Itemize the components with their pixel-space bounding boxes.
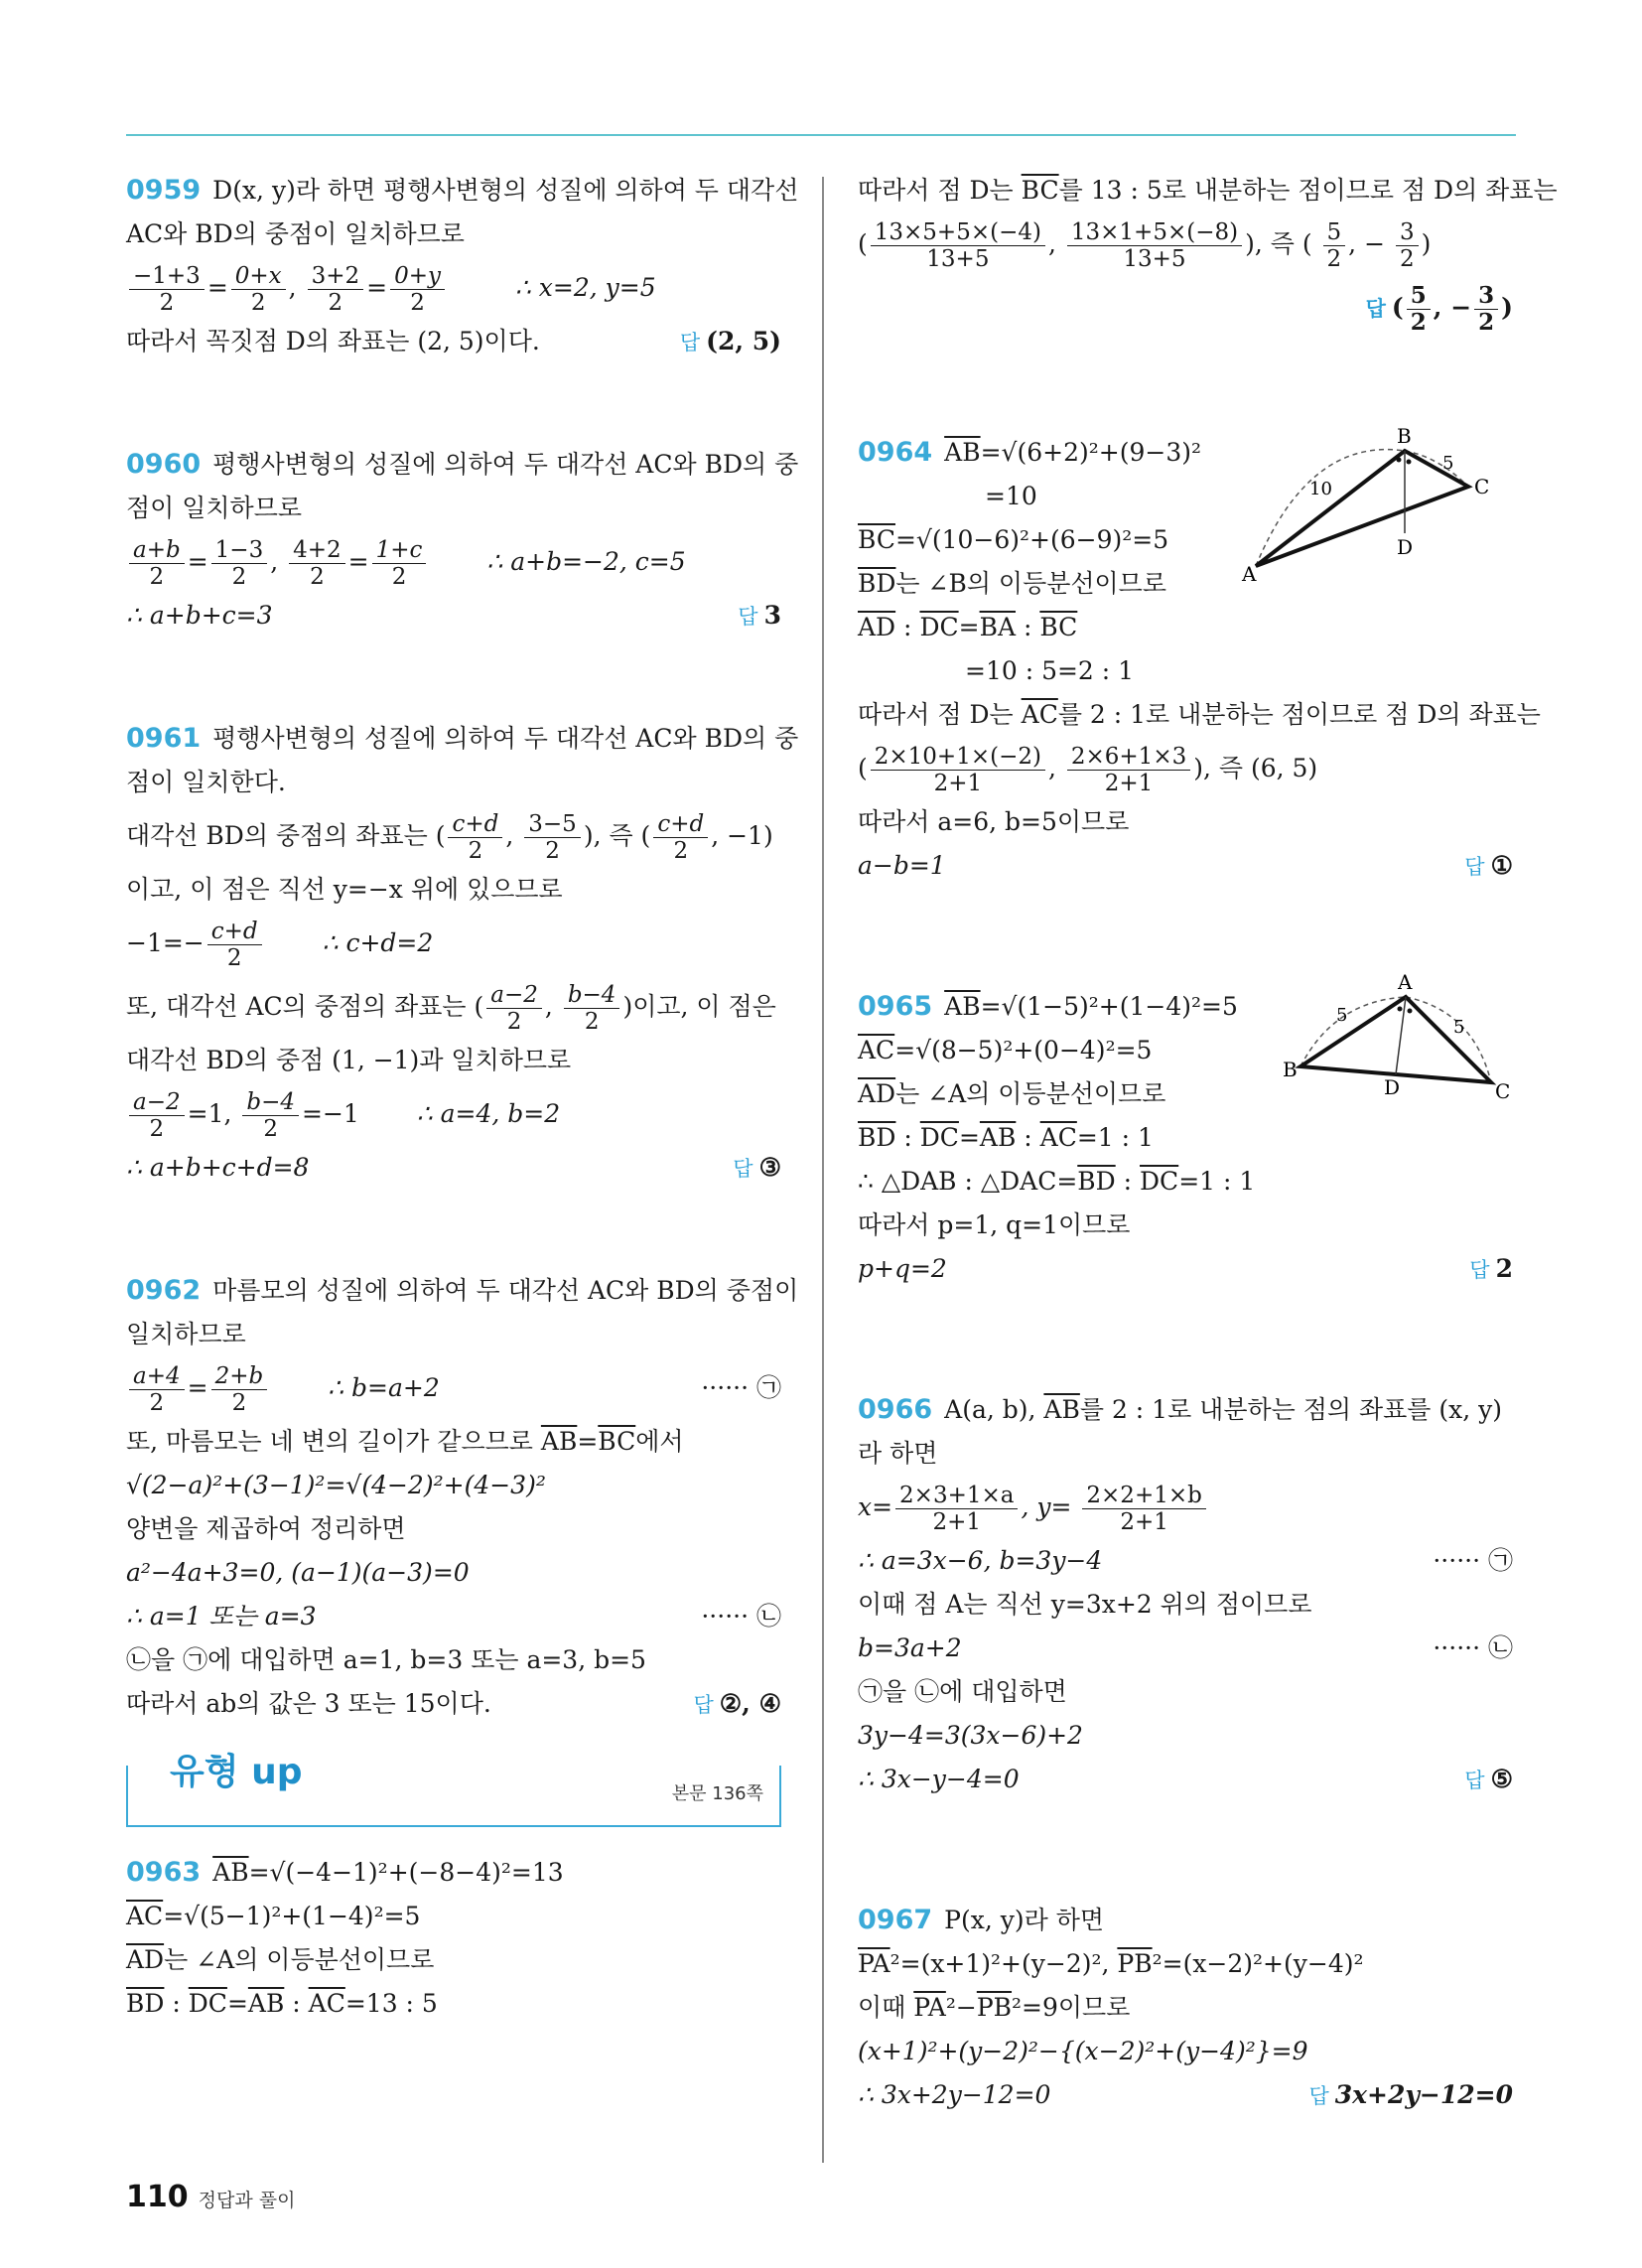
answer: 답 3	[738, 601, 781, 630]
text: 점이 일치하므로	[126, 494, 302, 522]
equation: b=3a+2	[858, 1633, 962, 1662]
equation: $\overline{BD}$ : $\overline{DC}=\overline{AB}$ : $\overline{AC}=13$ : 5	[126, 1989, 438, 2018]
equation: $\overline{PA}^2=(x+1)^2+(y-2)^2$, $\overline{PB}^2=(x-2)^2+(y-4)^2$	[858, 1949, 1364, 1978]
equation: 대각선 BD의 중점의 좌표는 ( $\frac{c+d}{2}$ , $\frac{3-5}{2}$ ), 즉 ( $\frac{c+d}{2}$ , −1)	[126, 811, 773, 864]
text: 양변을 제곱하여 정리하면	[126, 1514, 406, 1543]
answer: 답 (2, 5)	[679, 327, 781, 355]
equation: $\overline{BD}$ : $\overline{DC}=\overline{AB}$ : $\overline{AC}=1$ : 1	[858, 1123, 1154, 1152]
text: 따라서 점 D는 $\overline{AC}$를 2 : 1로 내분하는 점이므로 점 D의 좌표는	[858, 700, 1541, 729]
answer: 답 3x+2y−12=0	[1308, 2080, 1513, 2109]
text: 일치하므로	[126, 1320, 246, 1348]
text: 대각선 BD의 중점 (1, −1)과 일치하므로	[126, 1046, 572, 1074]
text: AC와 BD의 중점이 일치하므로	[126, 219, 465, 248]
problem-number: 0960	[126, 449, 202, 480]
equation: ∴ 3x−y−4=0	[858, 1765, 1020, 1793]
equation: $\frac{a+b}{2}$ = $\frac{1-3}{2}$ , $\frac{4+2}{2}$ = $\frac{1+c}{2}$ ∴ a+b=−2, c=5	[126, 530, 781, 594]
problem-number: 0961	[126, 723, 202, 754]
equation: $\overline{AC}=√(8-5)^2+(0-4)^2=5$	[858, 1036, 1153, 1064]
vertex-label-a: A	[1242, 562, 1257, 586]
text: 따라서 a=6, b=5이므로	[858, 807, 1130, 836]
text: 마름모의 성질에 의하여 두 대각선 AC와 BD의 중점이	[212, 1276, 799, 1305]
section-reference: 본문 136쪽	[671, 1783, 763, 1804]
answer: 답 ③	[733, 1153, 781, 1182]
text: $\overline{AD}$는 ∠A의 이등분선이므로	[126, 1945, 435, 1974]
equation: p+q=2	[858, 1254, 947, 1283]
answer: 답 ①	[1464, 851, 1513, 880]
problem-0966: 0966 A(a, b), $\overline{AB}$를 2 : 1로 내분하는 점의 좌표를 (x, y) 라 하면 x= $\frac{2\times 3+1\times a}{2+1}$ , y= $\frac{2\times 2+1\times b}{2+1}$ ∴ a=3x−6, b=3y−4 ······ ㉠ 이때 점 A는 직선 y=3x+2 위의 점이므로 b=3a+2 ······ ㉡ ㉠을 ㉡에 대입하면 3y−4=3(3x−6)+2 ∴ 3x−y−4=0 답 ⑤	[858, 1388, 1513, 1801]
equation: a²−4a+3=0, (a−1)(a−3)=0	[126, 1558, 470, 1587]
equation: $\frac{a+4}{2}$ = $\frac{2+b}{2}$ ∴ b=a+2 ······ ㉠	[126, 1356, 781, 1420]
problem-number: 0964	[858, 437, 933, 468]
text: ∴ a+b+c+d=8	[126, 1153, 310, 1182]
equation: ∴ △DAB : $\triangle DAC=\overline{BD}$ : $\overline{DC}=1$ : 1	[858, 1167, 1256, 1196]
text: 또, 마름모는 네 변의 길이가 같으므로 $\overline{AB}=\overline{BC}$에서	[126, 1427, 684, 1456]
text: ㉠을 ㉡에 대입하면	[858, 1677, 1067, 1706]
answer: 답 ⑤	[1464, 1765, 1513, 1793]
vertex-label-d: D	[1384, 1075, 1401, 1099]
text: 라 하면	[858, 1439, 938, 1468]
text: ∴ a+b+c=3	[126, 601, 273, 630]
vertex-label-b: B	[1283, 1058, 1298, 1081]
text: 따라서 ab의 값은 3 또는 15이다.	[126, 1689, 491, 1718]
text: 평행사변형의 성질에 의하여 두 대각선 AC와 BD의 중	[212, 724, 799, 753]
text: 이때 점 A는 직선 y=3x+2 위의 점이므로	[858, 1590, 1312, 1619]
side-label: 5	[1453, 1017, 1465, 1038]
text: 이때 $\overline{PA}^2-\overline{PB}^2=9$이므로	[858, 1993, 1131, 2022]
text: 평행사변형의 성질에 의하여 두 대각선 AC와 BD의 중	[212, 450, 799, 479]
problem-0961	[126, 717, 799, 1190]
answer: 답 ②, ④	[693, 1689, 781, 1718]
problem-number: 0959	[126, 175, 202, 206]
answer-line	[858, 276, 1513, 340]
section-badge	[126, 1752, 781, 1827]
text: $\overline{AD}$는 ∠A의 이등분선이므로	[858, 1079, 1166, 1108]
problem-number: 0962	[126, 1275, 202, 1306]
problem-0962: 0962 마름모의 성질에 의하여 두 대각선 AC와 BD의 중점이 일치하므로 $\frac{a+4}{2}$ = $\frac{2+b}{2}$ ∴ b=a+2 ······ ㉠ 또, 마름모는 네 변의 길이가 같으므로 $\overline{AB}=\overline{BC}$에서 √(2−a)²+(3−1)²=√(4−2)²+(4−3)² 양변을 제곱하여 정리하면 a²−4a+3=0, (a−1)(a−3)=0 ∴ a=1 또는 a=3 ······ ㉡ ㉡을 ㉠에 대입하면 a=1, b=3 또는 a=3, b=5 따라서 ab의 값은 3 또는 15이다. 답 ②, ④	[126, 1269, 781, 1726]
text: 따라서 p=1, q=1이므로	[858, 1210, 1131, 1239]
equation: ∴ 3x+2y−12=0	[858, 2080, 1051, 2109]
equation: ∴ a=3x−6, b=3y−4	[858, 1546, 1103, 1575]
problem-0967: 0967 P(x, y)라 하면 $\overline{PA}^2=(x+1)^2+(y-2)^2$, $\overline{PB}^2=(x-2)^2+(y-4)^2$ 이때 $\overline{PA}^2-\overline{PB}^2=9$이므로 (x+1)²+(y−2)²−{(x−2)²+(y−4)²}=9 ∴ 3x+2y−12=0 답 3x+2y−12=0	[858, 1899, 1513, 2117]
problem-0963-continued	[858, 169, 1558, 340]
equation: a−b=1	[858, 851, 946, 880]
equation: ( $\frac{13\times 5+5\times(-4)}{13+5}$ , $\frac{13\times 1+5\times(-8)}{13+5}$ ), 즉 ( $\frac{5}{2}$ , − $\frac{3}{2}$ )	[858, 219, 1432, 272]
equation: =10	[985, 482, 1037, 510]
vertex-label-a: A	[1398, 971, 1413, 994]
footer-text: 정답과 풀이	[198, 2190, 296, 2211]
text: $\overline{BD}$는 ∠B의 이등분선이므로	[858, 569, 1166, 598]
side-label: 10	[1309, 479, 1332, 499]
problem-0964: A B C D 10 5 0964 $\overline{AB}=√(6+2)^2+(9-3)^2$ =10 $\overline{BC}=√(10-6)^2+(6-9)^2=5$ $\overline{BD}$는 ∠B의 이등분선이므로 $\overline{AD}$ : $\overline{DC}=\overline{BA}$ : $\overline{BC}$ =10 : 5=2 : 1 따라서 점 D는 $\overline{AC}$를 2 : 1로 내분하는 점이므로 점 D의 좌표는 ( $\frac{2\times 10+1\times(-2)}{2+1}$ , $\frac{2\times 6+1\times 3}{2+1}$ ), 즉 (6, 5) 따라서 a=6, b=5이므로 a−b=1 답 ①	[858, 431, 1513, 888]
page-footer	[126, 2180, 295, 2214]
equation: (x+1)²+(y−2)²−{(x−2)²+(y−4)²}=9	[858, 2037, 1308, 2065]
equation: ∴ a=1 또는 a=3	[126, 1602, 317, 1630]
text: 이고, 이 점은 직선 y=−x 위에 있으므로	[126, 875, 563, 904]
text: 점이 일치한다.	[126, 768, 286, 796]
answer: 답 2	[1469, 1254, 1513, 1283]
page-number: 110	[126, 2180, 189, 2214]
text: 따라서 꼭짓점 D의 좌표는 (2, 5)이다.	[126, 327, 540, 355]
text: ㉡을 ㉠에 대입하면 a=1, b=3 또는 a=3, b=5	[126, 1645, 646, 1674]
equation: =10 : 5=2 : 1	[965, 656, 1135, 685]
problem-number: 0967	[858, 1905, 933, 1935]
right-column	[858, 169, 1558, 2117]
vertex-label-d: D	[1397, 535, 1414, 559]
answer: 답 ( $\frac{5}{2}$ , − $\frac{3}{2}$ )	[1365, 282, 1513, 336]
section-title: 유형 up	[156, 1744, 316, 1794]
problem-number: 0963	[126, 1857, 202, 1888]
equation: $\overline{BC}=√(10-6)^2+(6-9)^2=5$	[858, 525, 1169, 554]
top-rule	[126, 134, 1516, 136]
vertex-label-c: C	[1495, 1079, 1511, 1103]
equation: 또, 대각선 AC의 중점의 좌표는 ( $\frac{a-2}{2}$ , $\frac{b-4}{2}$ )이고, 이 점은	[126, 982, 776, 1035]
problem-0965: A B C D 5 5 0965 $\overline{AB}=√(1-5)^2+(1-4)^2=5$ $\overline{AC}=√(8-5)^2+(0-4)^2=5$ $\overline{AD}$는 ∠A의 이등분선이므로 $\overline{BD}$ : $\overline{DC}=\overline{AB}$ : $\overline{AC}=1$ : 1 ∴ △DAB : $\triangle DAC=\overline{BD}$ : $\overline{DC}=1$ : 1 따라서 p=1, q=1이므로 p+q=2 답 2	[858, 985, 1513, 1291]
left-column	[126, 169, 799, 2026]
equation: ( $\frac{2\times 10+1\times(-2)}{2+1}$ , $\frac{2\times 6+1\times 3}{2+1}$ ), 즉 (6, 5)	[858, 744, 1318, 796]
equation: √(2−a)²+(3−1)²=√(4−2)²+(4−3)²	[126, 1471, 546, 1499]
text: 따라서 점 D는 $\overline{BC}$를 13 : 5로 내분하는 점이므로 점 D의 좌표는	[858, 176, 1558, 205]
problem-number: 0966	[858, 1394, 933, 1425]
equation: $\overline{AC}=√(5-1)^2+(1-4)^2=5$	[126, 1902, 421, 1930]
equation: 3y−4=3(3x−6)+2	[858, 1721, 1083, 1750]
problem-0959	[126, 169, 799, 363]
text: D(x, y)라 하면 평행사변형의 성질에 의하여 두 대각선	[212, 176, 799, 205]
problem-number: 0965	[858, 991, 933, 1022]
column-divider	[822, 177, 824, 2163]
equation: $\frac{a-2}{2}$ =1, $\frac{b-4}{2}$ =−1 ∴ a=4, b=2	[126, 1082, 781, 1146]
problem-0960	[126, 443, 799, 638]
problem-0963: 0963 $\overline{AB}=√(-4-1)^2+(-8-4)^2=13$ $\overline{AC}=√(5-1)^2+(1-4)^2=5$ $\overline{AD}$는 ∠A의 이등분선이므로 $\overline{BD}$ : $\overline{DC}=\overline{AB}$ : $\overline{AC}=13$ : 5	[126, 1851, 781, 2026]
equation: x= $\frac{2\times 3+1\times a}{2+1}$ , y= $\frac{2\times 2+1\times b}{2+1}$	[858, 1476, 1513, 1539]
equation: $\frac{-1+3}{2}$ = $\frac{0+x}{2}$ , $\frac{3+2}{2}$ = $\frac{0+y}{2}$ ∴ x=2, y=5	[126, 256, 781, 320]
side-label: 5	[1336, 1005, 1348, 1026]
side-label: 5	[1442, 453, 1454, 474]
vertex-label-c: C	[1474, 475, 1490, 498]
vertex-label-b: B	[1397, 427, 1412, 448]
equation: $\overline{AD}$ : $\overline{DC}=\overline{BA}$ : $\overline{BC}$	[858, 613, 1078, 641]
equation: −1=− $\frac{c+d}{2}$ ∴ c+d=2	[126, 919, 434, 971]
